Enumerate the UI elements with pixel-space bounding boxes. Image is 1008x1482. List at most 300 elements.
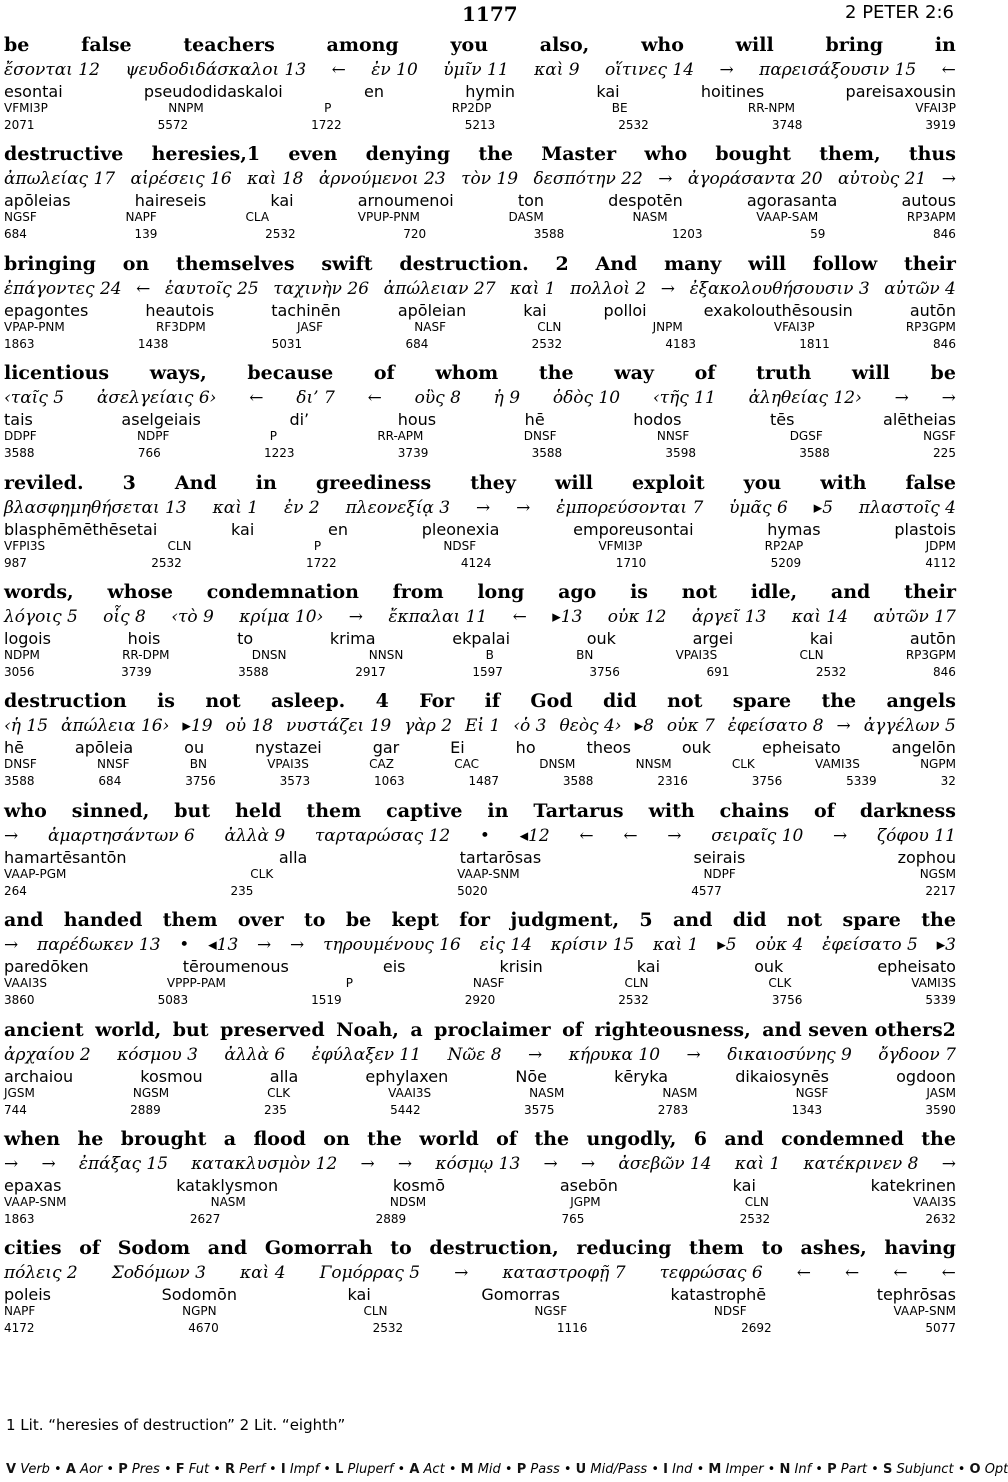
parsing-code: RP2AP bbox=[764, 538, 804, 553]
strongs-number: 846 bbox=[933, 336, 956, 351]
english-word: swift bbox=[321, 252, 373, 275]
english-word: world, bbox=[95, 1018, 162, 1041]
strongs-number: 59 bbox=[810, 227, 826, 242]
greek-word: πόλεις 2 bbox=[4, 1263, 78, 1284]
parsing-code-row bbox=[4, 1086, 956, 1103]
transliteration: ho bbox=[515, 738, 536, 758]
greek-word: καὶ 1 bbox=[652, 935, 699, 956]
greek-word: → bbox=[941, 169, 956, 190]
strongs-number: 987 bbox=[4, 555, 27, 570]
parsing-code: P bbox=[313, 538, 322, 553]
transliteration: kai bbox=[636, 957, 661, 977]
greek-word: εἰς 14 bbox=[479, 935, 532, 956]
parsing-code: RR-NPM bbox=[747, 101, 795, 115]
legend-separator: • bbox=[159, 1462, 176, 1477]
greek-word: → bbox=[257, 935, 272, 956]
greek-word: ἐξακολουθήσουσιν 3 bbox=[689, 278, 870, 299]
transliteration-row bbox=[4, 738, 956, 757]
english-word: and seven others2 bbox=[762, 1018, 956, 1041]
english-word: and bbox=[672, 909, 713, 932]
greek-word: οὐ 18 bbox=[225, 716, 274, 737]
english-word: the bbox=[367, 1128, 402, 1150]
parsing-code-row bbox=[4, 757, 956, 774]
transliteration: kai bbox=[596, 82, 620, 101]
english-word: chains bbox=[719, 799, 790, 822]
parsing-code: CLN bbox=[744, 1195, 769, 1209]
greek-word: → bbox=[476, 497, 491, 518]
greek-word: ἔκπαλαι 11 bbox=[388, 607, 488, 627]
strongs-number: 1487 bbox=[468, 774, 500, 789]
parsing-code-row bbox=[4, 210, 956, 227]
greek-word: → bbox=[580, 1154, 596, 1174]
transliteration: krima bbox=[329, 629, 376, 648]
strongs-number: 5442 bbox=[390, 1102, 421, 1117]
strongs-number: 2889 bbox=[375, 1212, 407, 1226]
strongs-number: 3756 bbox=[751, 774, 783, 789]
parsing-code: VFPI3S bbox=[4, 538, 46, 553]
strongs-number: 1863 bbox=[4, 336, 35, 351]
greek-word-row bbox=[4, 716, 956, 738]
transliteration: paredōken bbox=[4, 957, 89, 977]
greek-word: ← bbox=[331, 60, 346, 80]
english-word: from bbox=[392, 581, 444, 603]
greek-word: ▸19 bbox=[182, 716, 213, 737]
transliteration: Ei bbox=[450, 738, 465, 758]
greek-word: ἀλλὰ 9 bbox=[224, 825, 286, 846]
strongs-number: 5339 bbox=[846, 774, 877, 789]
parsing-code: VAAP-SNM bbox=[4, 1195, 67, 1209]
greek-word: → bbox=[667, 825, 682, 846]
english-word: Master bbox=[541, 143, 617, 166]
legend-separator: • bbox=[102, 1462, 119, 1477]
greek-word-row bbox=[4, 826, 956, 848]
parsing-code: VAAI3S bbox=[4, 976, 47, 991]
transliteration: angelōn bbox=[891, 738, 956, 758]
english-word: denying bbox=[365, 143, 451, 166]
greek-word: καταστροφῇ 7 bbox=[502, 1263, 626, 1284]
legend-abbr: M bbox=[460, 1462, 474, 1477]
greek-word: δι’ 7 bbox=[296, 388, 335, 409]
english-word: Noah, bbox=[336, 1018, 399, 1041]
english-word: brought bbox=[120, 1128, 207, 1150]
english-word: who bbox=[4, 799, 47, 822]
transliteration: asebōn bbox=[559, 1176, 618, 1195]
transliteration: epheisato bbox=[877, 957, 956, 977]
strongs-number: 684 bbox=[4, 227, 27, 242]
english-word: be bbox=[345, 909, 372, 932]
english-word: he bbox=[77, 1128, 104, 1150]
legend-separator: • bbox=[763, 1462, 780, 1477]
legend-separator: • bbox=[393, 1462, 410, 1477]
greek-word: → bbox=[941, 1154, 956, 1174]
greek-word: ἀπώλεια 16› bbox=[60, 716, 170, 737]
greek-word: ἁμαρτησάντων 6 bbox=[47, 825, 195, 846]
english-word-row bbox=[4, 690, 956, 714]
english-word: 5 bbox=[639, 909, 653, 932]
greek-word: • bbox=[479, 825, 490, 846]
english-word: a bbox=[410, 1018, 423, 1041]
english-word-row bbox=[4, 1019, 956, 1043]
transliteration: hē bbox=[4, 738, 24, 758]
transliteration: alla bbox=[278, 847, 308, 867]
strongs-number: 5213 bbox=[464, 118, 496, 132]
english-word: bringing bbox=[4, 252, 96, 275]
english-word: captive bbox=[386, 799, 463, 822]
greek-word-row bbox=[4, 607, 956, 629]
transliteration: ouk bbox=[586, 629, 616, 648]
transliteration: kai bbox=[523, 300, 547, 320]
parsing-code: NDSF bbox=[713, 1304, 747, 1319]
transliteration: blasphēmēthēsetai bbox=[4, 519, 158, 539]
transliteration: to bbox=[237, 629, 254, 648]
legend-abbr: P bbox=[827, 1462, 837, 1477]
strongs-number: 720 bbox=[403, 227, 427, 242]
parsing-code: RF3DPM bbox=[156, 319, 206, 334]
strongs-number: 3588 bbox=[531, 446, 563, 461]
transliteration: argei bbox=[692, 629, 734, 648]
strongs-number: 3756 bbox=[589, 665, 620, 679]
parsing-code: NDSM bbox=[389, 1195, 427, 1209]
legend-abbr: M bbox=[708, 1462, 722, 1477]
legend-label: Imper bbox=[721, 1462, 764, 1477]
greek-word: τηρουμένους 16 bbox=[323, 935, 461, 956]
parsing-code: DNSF bbox=[523, 429, 557, 444]
strongs-number: 1597 bbox=[472, 665, 503, 679]
greek-word: Εἰ 1 bbox=[465, 716, 501, 737]
transliteration: ekpalai bbox=[452, 629, 511, 648]
strongs-number: 225 bbox=[933, 446, 956, 461]
strongs-number-row bbox=[4, 1321, 956, 1338]
transliteration: katastrophē bbox=[670, 1285, 767, 1305]
greek-word: → bbox=[4, 935, 19, 956]
greek-word: • bbox=[179, 935, 190, 956]
english-word: asleep. bbox=[270, 690, 346, 713]
parsing-code: NDPF bbox=[136, 429, 170, 444]
parsing-code: VPAI3S bbox=[675, 648, 718, 662]
parsing-code: VAAP-SNM bbox=[457, 866, 520, 881]
greek-word: ὁδὸς 10 bbox=[552, 388, 621, 409]
chapter-reference: 2 PETER 2:6 bbox=[845, 2, 954, 23]
strongs-number: 5031 bbox=[271, 336, 303, 351]
parsing-code: NNSF bbox=[656, 429, 690, 444]
english-word: if bbox=[484, 690, 501, 713]
english-word-row bbox=[4, 472, 956, 496]
transliteration: hodos bbox=[633, 410, 682, 430]
legend-label: Pass bbox=[526, 1462, 560, 1477]
strongs-number: 3590 bbox=[925, 1102, 956, 1117]
english-word: will bbox=[735, 34, 774, 56]
parsing-code: VAAI3S bbox=[388, 1085, 432, 1100]
strongs-number: 235 bbox=[263, 1102, 287, 1117]
english-word: flood bbox=[253, 1128, 306, 1150]
transliteration: ephylaxen bbox=[365, 1066, 449, 1086]
greek-word: οὐκ 7 bbox=[666, 716, 715, 737]
parsing-code-row bbox=[4, 539, 956, 556]
parsing-code: CLK bbox=[731, 757, 755, 772]
english-word: condemned bbox=[781, 1128, 904, 1150]
greek-word: καὶ 4 bbox=[240, 1263, 286, 1284]
greek-word: ἐμπορεύσονται 7 bbox=[556, 497, 704, 518]
strongs-number-row bbox=[4, 337, 956, 354]
strongs-number: 1519 bbox=[311, 993, 342, 1008]
legend-label: Impf bbox=[285, 1462, 320, 1477]
english-word: reviled. bbox=[4, 471, 84, 494]
parsing-code: NDPM bbox=[4, 648, 40, 662]
greek-word: ← bbox=[893, 1263, 908, 1284]
greek-word: ← bbox=[796, 1263, 811, 1284]
transliteration: archaiou bbox=[4, 1066, 74, 1086]
greek-word: αὐτοὺς 21 bbox=[837, 169, 927, 190]
transliteration: exakolouthēsousin bbox=[703, 300, 853, 320]
transliteration: en bbox=[328, 519, 348, 539]
english-word: on bbox=[122, 252, 150, 275]
greek-word: ▸5 bbox=[813, 497, 834, 518]
parsing-code: VAAP-PGM bbox=[4, 866, 67, 881]
greek-word: ψευδοδιδάσκαλοι 13 bbox=[125, 60, 307, 80]
greek-word-row bbox=[4, 388, 956, 410]
greek-word: → bbox=[397, 1154, 413, 1174]
english-word: 6 bbox=[693, 1128, 707, 1150]
greek-word: → bbox=[836, 716, 851, 737]
english-word: ungodly, bbox=[586, 1128, 677, 1150]
parsing-code: VPAP-PNM bbox=[4, 319, 65, 334]
strongs-number: 2316 bbox=[657, 774, 688, 789]
parsing-code: RP3APM bbox=[906, 210, 956, 225]
parsing-code: NGSM bbox=[132, 1085, 170, 1100]
greek-word: → bbox=[348, 607, 363, 627]
greek-word: ◂13 bbox=[208, 935, 239, 956]
english-word: not bbox=[681, 581, 717, 603]
legend-abbr: A bbox=[65, 1462, 76, 1477]
english-word: Tartarus bbox=[533, 799, 624, 822]
parsing-code: BE bbox=[611, 101, 628, 115]
interlinear-block bbox=[4, 1019, 956, 1120]
english-word: did bbox=[602, 690, 637, 713]
strongs-number: 1438 bbox=[137, 336, 169, 351]
legend-abbr: S bbox=[882, 1462, 893, 1477]
greek-word: ὑμῖν 11 bbox=[443, 60, 509, 80]
transliteration: agorasanta bbox=[746, 191, 838, 211]
english-word: they bbox=[470, 471, 516, 494]
greek-word: ἐφείσατο 8 bbox=[727, 716, 824, 737]
strongs-number: 1203 bbox=[671, 227, 703, 242]
strongs-number: 846 bbox=[933, 227, 956, 242]
strongs-number: 3588 bbox=[533, 227, 565, 242]
parsing-code: CAZ bbox=[369, 757, 394, 772]
greek-word: ‹ταῖς 5 bbox=[4, 388, 65, 409]
parsing-code-row bbox=[4, 1195, 956, 1212]
parsing-code: NGPM bbox=[920, 757, 956, 772]
transliteration: tēs bbox=[770, 410, 795, 430]
english-word: false bbox=[905, 471, 956, 494]
parsing-code: DNSN bbox=[251, 648, 287, 662]
english-word: them bbox=[689, 1237, 744, 1260]
english-word: is bbox=[157, 690, 175, 713]
parsing-code: NDPF bbox=[703, 866, 736, 881]
transliteration: pleonexia bbox=[421, 519, 500, 539]
legend-separator: • bbox=[209, 1462, 225, 1477]
parsing-code: VAAP-SAM bbox=[756, 210, 819, 225]
parsing-code: P bbox=[269, 429, 277, 444]
parsing-code: JASF bbox=[296, 319, 324, 334]
interlinear-block bbox=[4, 690, 956, 791]
english-word: angels bbox=[886, 690, 956, 713]
parsing-code: NGSF bbox=[795, 1085, 829, 1100]
english-word: and bbox=[830, 581, 871, 603]
parsing-code: CLK bbox=[768, 976, 792, 991]
english-word: destructive bbox=[4, 143, 124, 166]
english-word: righteousness, bbox=[594, 1018, 751, 1041]
strongs-number: 5077 bbox=[925, 1321, 956, 1336]
transliteration: kai bbox=[231, 519, 255, 539]
parsing-code: P bbox=[324, 101, 332, 115]
parsing-code: NNSF bbox=[97, 757, 130, 772]
english-word: is bbox=[630, 581, 648, 603]
strongs-number: 846 bbox=[932, 665, 956, 679]
greek-word: ἀσεβῶν 14 bbox=[618, 1154, 712, 1174]
transliteration: Nōe bbox=[515, 1066, 547, 1086]
transliteration: apōleias bbox=[4, 191, 71, 211]
greek-word: δεσπότην 22 bbox=[533, 169, 643, 190]
transliteration: nystazei bbox=[255, 738, 322, 758]
greek-word: ← bbox=[623, 825, 638, 846]
transliteration: poleis bbox=[4, 1285, 52, 1305]
greek-word: ζόφου 11 bbox=[876, 825, 956, 846]
english-word: in bbox=[255, 471, 277, 494]
english-word: of bbox=[814, 799, 835, 822]
greek-word: ἀλλὰ 6 bbox=[224, 1044, 286, 1065]
transliteration-row bbox=[4, 1067, 956, 1086]
greek-word: θεὸς 4› bbox=[559, 716, 622, 737]
english-word: among bbox=[326, 34, 399, 56]
parsing-code: CAC bbox=[454, 757, 479, 772]
parsing-code: JGPM bbox=[570, 1195, 601, 1209]
transliteration: hamartēsantōn bbox=[4, 847, 127, 867]
transliteration: Gomorras bbox=[481, 1285, 560, 1305]
greek-word-row bbox=[4, 169, 956, 191]
english-word: spare bbox=[732, 690, 792, 713]
strongs-number-row bbox=[4, 446, 956, 463]
english-word: the bbox=[921, 909, 956, 932]
greek-word: κρίσιν 15 bbox=[550, 935, 635, 956]
english-word: in bbox=[487, 799, 509, 822]
parsing-code: P bbox=[345, 976, 353, 991]
transliteration: kēryka bbox=[614, 1066, 669, 1086]
parsing-code: CLK bbox=[250, 866, 274, 881]
parsing-code: CLN bbox=[799, 648, 824, 662]
transliteration-row bbox=[4, 191, 956, 210]
strongs-number: 2532 bbox=[531, 336, 563, 351]
parsing-code: NGSF bbox=[534, 1304, 568, 1319]
strongs-number: 5083 bbox=[157, 993, 189, 1008]
greek-word: ἐν 2 bbox=[284, 497, 320, 518]
legend-label: Verb bbox=[16, 1462, 50, 1477]
parsing-code: DNSM bbox=[539, 757, 576, 772]
parsing-code: DASM bbox=[508, 210, 544, 225]
parsing-code: RP3GPM bbox=[905, 648, 956, 662]
english-word: of bbox=[373, 362, 395, 385]
english-word: long bbox=[477, 581, 525, 603]
legend-label: Mid bbox=[473, 1462, 501, 1477]
transliteration: kai bbox=[732, 1176, 756, 1195]
parsing-code-row bbox=[4, 320, 956, 337]
parsing-code: NASM bbox=[662, 1085, 698, 1100]
parsing-code: VAMI3S bbox=[815, 757, 860, 772]
strongs-number: 3588 bbox=[562, 774, 594, 789]
transliteration: katekrinen bbox=[870, 1176, 956, 1195]
parsing-code: NNSM bbox=[635, 757, 672, 772]
english-word: greediness bbox=[315, 471, 432, 494]
legend-abbr: I bbox=[280, 1462, 286, 1477]
parsing-code: JDPM bbox=[925, 538, 956, 553]
english-word: handed bbox=[63, 909, 143, 932]
legend-separator: • bbox=[811, 1462, 828, 1477]
english-word: having bbox=[884, 1237, 956, 1260]
english-word: thus bbox=[908, 143, 956, 166]
strongs-number: 2692 bbox=[741, 1321, 772, 1336]
strongs-number: 3588 bbox=[4, 446, 35, 461]
strongs-number: 32 bbox=[940, 774, 956, 789]
parsing-code: BN bbox=[189, 757, 207, 772]
english-word: proclaimer bbox=[434, 1018, 551, 1041]
english-word: destruction. bbox=[399, 252, 529, 275]
greek-word: ← bbox=[249, 388, 264, 409]
greek-word: ἐφείσατο 5 bbox=[822, 935, 918, 956]
english-word: a bbox=[223, 1128, 237, 1150]
legend-label: Inf bbox=[790, 1462, 812, 1477]
english-word: of bbox=[496, 1128, 518, 1150]
parsing-code: NGPN bbox=[182, 1304, 217, 1319]
parsing-code: NASF bbox=[472, 976, 505, 991]
strongs-number: 2532 bbox=[372, 1321, 404, 1336]
strongs-number: 3919 bbox=[925, 118, 956, 132]
greek-word: → bbox=[833, 825, 848, 846]
english-word: them, bbox=[819, 143, 881, 166]
strongs-number: 1116 bbox=[556, 1321, 588, 1336]
strongs-number: 3573 bbox=[279, 774, 311, 789]
greek-word: καὶ 1 bbox=[510, 278, 556, 299]
parsing-code: NDSF bbox=[443, 538, 477, 553]
greek-word: ἀπώλειαν 27 bbox=[383, 278, 496, 299]
english-word: Sodom bbox=[117, 1237, 191, 1260]
english-word: sinned, bbox=[71, 799, 150, 822]
parsing-code: VPAI3S bbox=[267, 757, 309, 772]
greek-word: πλαστοῖς 4 bbox=[858, 497, 956, 518]
english-word: did bbox=[732, 909, 767, 932]
strongs-number: 3588 bbox=[238, 665, 269, 679]
parsing-code: JNPM bbox=[652, 319, 683, 334]
greek-word: ἡ 9 bbox=[493, 388, 521, 409]
english-word: And bbox=[174, 471, 217, 494]
strongs-number-row bbox=[4, 993, 956, 1010]
strongs-number: 139 bbox=[134, 227, 158, 242]
strongs-number: 2889 bbox=[130, 1102, 161, 1117]
parsing-code: VAAP-SNM bbox=[893, 1304, 956, 1319]
parsing-code-row bbox=[4, 429, 956, 446]
english-word: when bbox=[4, 1128, 61, 1150]
strongs-number: 2632 bbox=[925, 1212, 956, 1226]
interlinear-block bbox=[4, 1128, 956, 1229]
english-word: truth bbox=[756, 362, 812, 385]
transliteration: ou bbox=[184, 738, 205, 758]
transliteration: autous bbox=[901, 191, 956, 211]
strongs-number-row bbox=[4, 1212, 956, 1229]
strongs-number: 4172 bbox=[4, 1321, 35, 1336]
greek-word: κατέκρινεν 8 bbox=[803, 1154, 919, 1174]
greek-word: ▸5 bbox=[717, 935, 737, 956]
greek-word: ἔσονται 12 bbox=[4, 60, 100, 80]
parsing-code: CLN bbox=[624, 976, 649, 991]
